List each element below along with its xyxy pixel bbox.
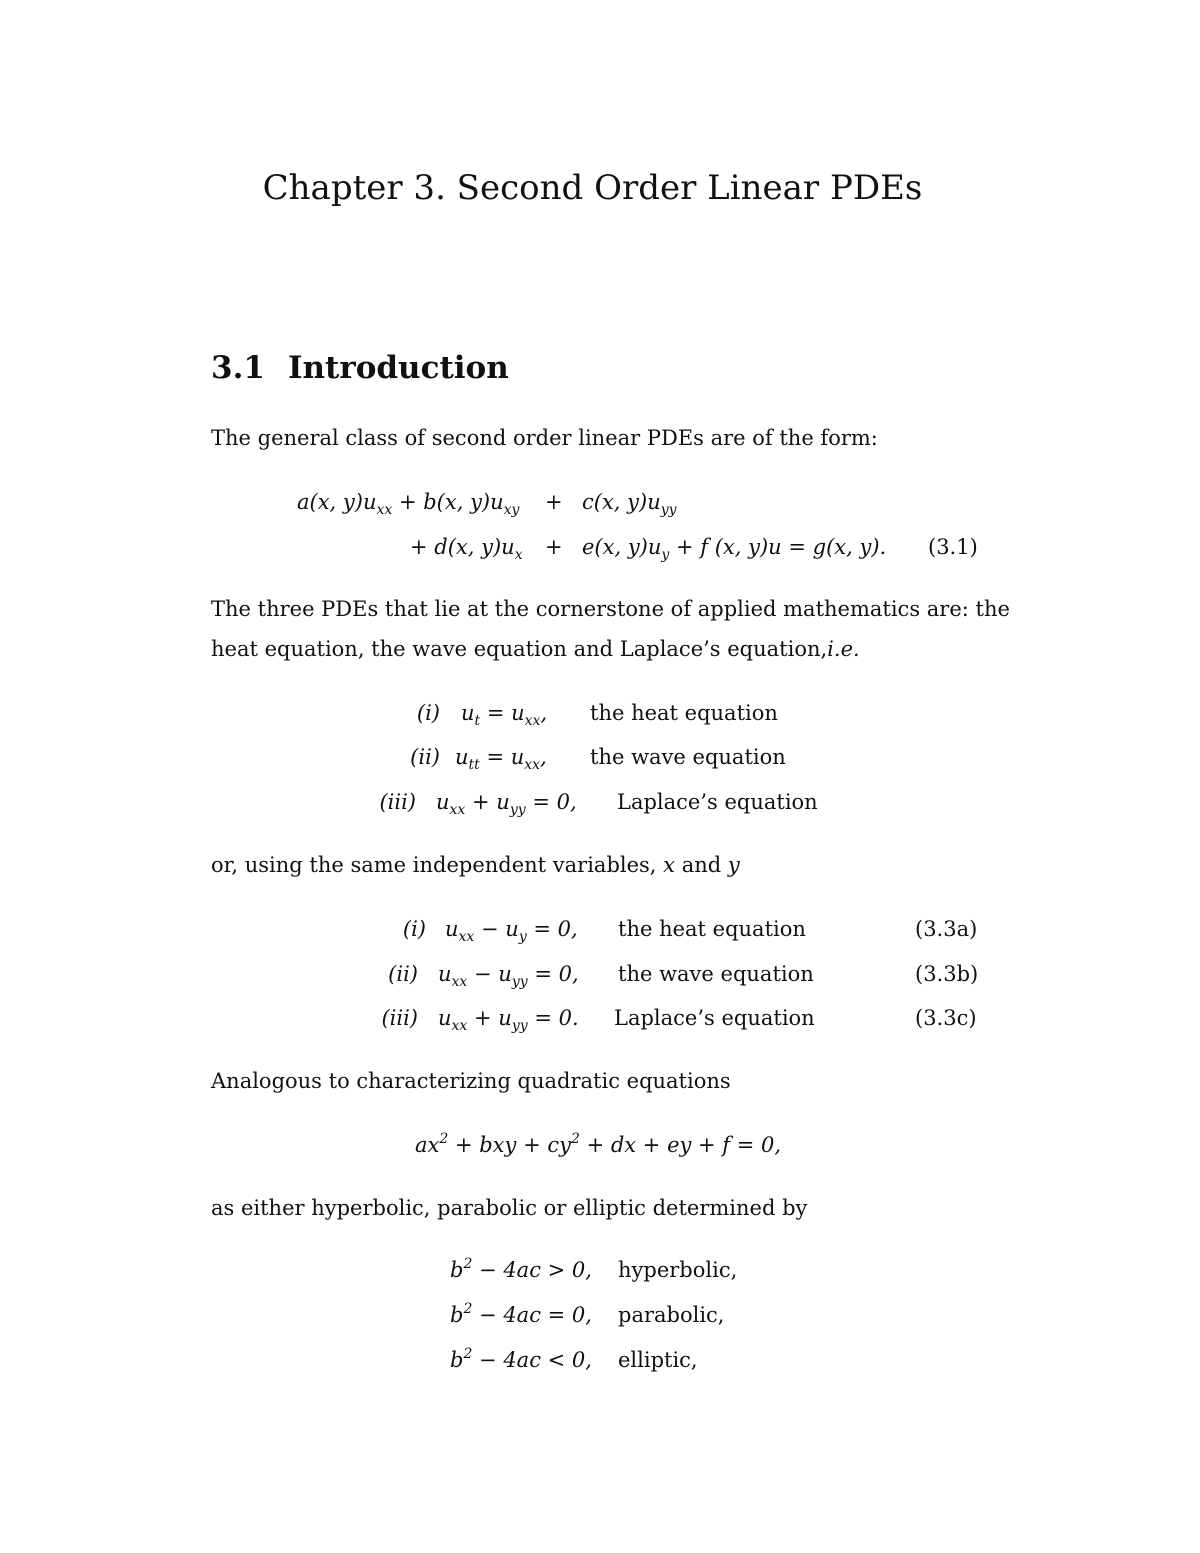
list2-label: (iii) [381, 1006, 418, 1030]
quadratic-equation: $ax^2$ + bxy + $cy^2$ + dx + ey + f = 0, [415, 1131, 782, 1157]
paragraph-analogous: Analogous to characterizing quadratic equations [211, 1069, 731, 1093]
list2-description: the heat equation [618, 917, 806, 941]
chapter-title: Chapter 3. Second Order Linear PDEs [262, 168, 923, 208]
section-number: 3.1 [211, 350, 265, 386]
discriminant-expression: $b^2 - 4ac = 0$, [450, 1301, 592, 1327]
list1-equation: $u_{xx} + u_{yy} = 0$, [436, 790, 577, 818]
class-label: hyperbolic, [618, 1258, 738, 1282]
discriminant-expression: $b^2 - 4ac > 0$, [450, 1256, 592, 1282]
list2-equation: $u_{xx} - u_{yy} = 0$, [438, 962, 579, 990]
list1-label: (i) [416, 701, 440, 725]
list1-equation: $u_t = u_{xx}$, [461, 701, 548, 729]
eq31-line2-plus: + [545, 535, 563, 559]
list2-label: (i) [402, 917, 426, 941]
eq31-line2-term-e: e(x, $y)u_y + f$ (x, y)u = g(x, y). [582, 535, 887, 563]
list1-equation: $u_{tt} = u_{xx}$, [455, 745, 547, 773]
eq31-line2-term-d: + d(x, $y)u_x$ [410, 535, 523, 563]
paragraph-three-pdes-line1: The three PDEs that lie at the cornerstone of applied mathematics are: the [211, 597, 1010, 621]
paragraph-general-class: The general class of second order linear PDEs are of the form: [211, 426, 878, 450]
list1-label: (ii) [410, 745, 440, 769]
list2-equation: $u_{xx} - u_y = 0$, [445, 917, 578, 945]
equation-number-3-3a: (3.3a) [915, 917, 978, 941]
list2-equation: $u_{xx} + u_{yy} = 0$. [438, 1006, 579, 1034]
class-label: elliptic, [618, 1348, 698, 1372]
eq31-line1-term-c: c(x, $y)u_{yy}$ [582, 490, 677, 518]
paragraph-classification: as either hyperbolic, parabolic or elliptic determined by [211, 1196, 808, 1220]
list1-description: Laplace’s equation [617, 790, 818, 814]
equation-number-3-3c: (3.3c) [915, 1006, 977, 1030]
list1-description: the heat equation [590, 701, 778, 725]
section-heading [211, 350, 509, 386]
discriminant-expression: $b^2 - 4ac < 0$, [450, 1346, 592, 1372]
section-title: Introduction [288, 350, 509, 386]
eq31-line1-term-ab: a(x, $y)u_{xx} + b(x$, $y)u_{xy}$ [297, 490, 520, 518]
list1-description: the wave equation [590, 745, 786, 769]
eq31-line1-plus: + [545, 490, 563, 514]
list2-label: (ii) [388, 962, 418, 986]
list2-description: Laplace’s equation [614, 1006, 815, 1030]
list2-description: the wave equation [618, 962, 814, 986]
class-label: parabolic, [618, 1303, 725, 1327]
paragraph-same-variables: or, using the same independent variables, x and y [211, 853, 740, 877]
paragraph-three-pdes-line2: heat equation, the wave equation and Laplace’s equation,i.e. [211, 637, 860, 661]
list1-label: (iii) [379, 790, 416, 814]
equation-number-3-1: (3.1) [928, 535, 978, 559]
equation-number-3-3b: (3.3b) [915, 962, 979, 986]
